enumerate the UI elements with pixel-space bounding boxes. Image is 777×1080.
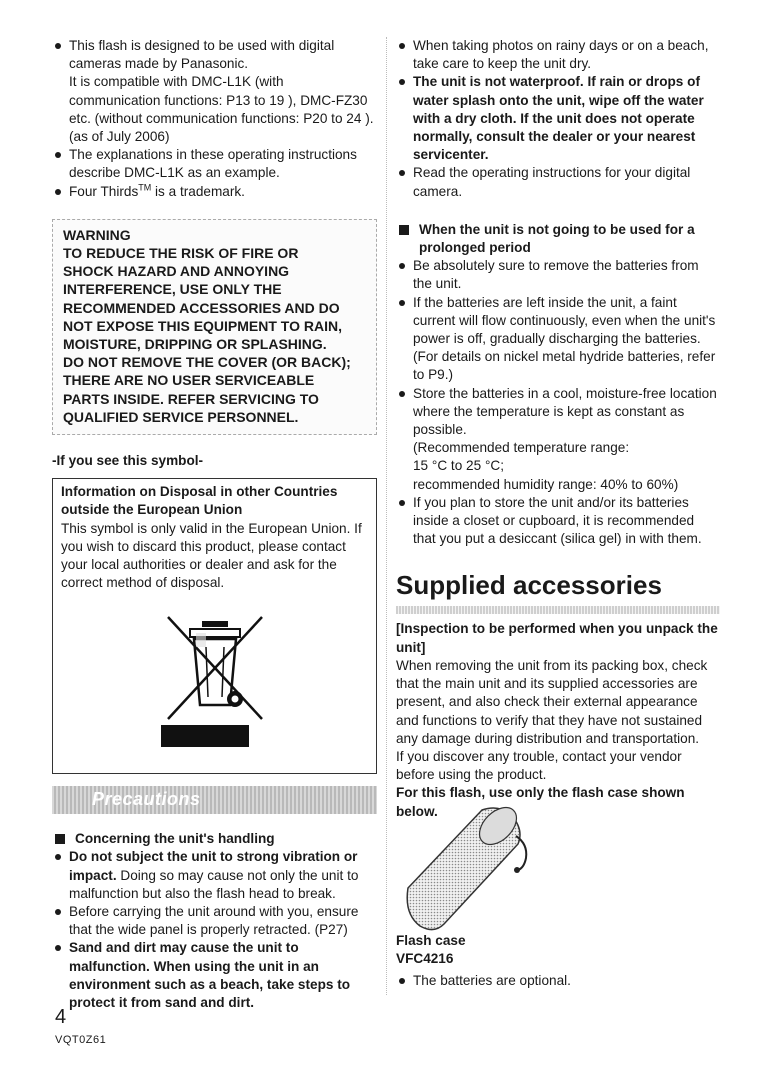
square-bullet-icon (55, 834, 65, 844)
batteries-note: The batteries are optional. (396, 972, 720, 990)
trademark-pre: Four Thirds (69, 183, 139, 199)
intro-item-example (52, 146, 377, 182)
rain-item-normal: Read the operating instructions for your digital camera. (413, 165, 691, 199)
disposal-body: This symbol is only valid in the European Union. If you wish to discard this product, please contact your local authorities or dealer and ask for the correct method of disposal. (61, 520, 362, 591)
disposal-title: Information on Disposal in other Countries outside the European Union (61, 484, 338, 518)
prolonged-heading-text: When the unit is not going to be used for a prolonged period (419, 221, 695, 256)
document-code: VQT0Z61 (55, 1034, 107, 1046)
intro-list (52, 37, 377, 201)
precautions-title: Precautions (92, 789, 201, 810)
warning-line: QUALIFIED SERVICE PERSONNEL. (63, 408, 299, 425)
right-column (396, 37, 720, 821)
rain-item (396, 73, 720, 164)
crossed-bin-icon (53, 613, 376, 728)
handling-item-normal: Doing so may cause not only the unit to malfunction but also the flash head to break. (69, 867, 359, 901)
rain-item (396, 164, 720, 200)
warning-line: NOT EXPOSE THIS EQUIPMENT TO RAIN, (63, 317, 342, 334)
warning-line: RECOMMENDED ACCESSORIES AND DO (63, 299, 340, 316)
prolonged-item-extra: (Recommended temperature range: (413, 440, 630, 456)
flash-case-caption (396, 932, 466, 968)
handling-list (52, 848, 377, 1012)
warning-line: TO REDUCE THE RISK OF FIRE OR (63, 245, 299, 262)
handling-item-bold: Do not subject the unit to strong vibration or impact. (69, 849, 358, 883)
intro-item-text: The explanations in these operating instructions describe DMC-L1K as an example. (69, 147, 357, 181)
flash-case-model: VFC4216 (396, 951, 454, 967)
intro-item-text: This flash is designed to be used with digital cameras made by Panasonic. (69, 38, 335, 72)
handling-heading (52, 830, 377, 848)
warning-line: INTERFERENCE, USE ONLY THE (63, 281, 282, 298)
rain-item-bold: The unit is not waterproof. If rain or drops of water splash onto the unit, wipe off the water with a dry cloth. If the unit does not operate normally, consult the dealer or your nearest servicenter. (413, 74, 704, 163)
warning-box (52, 219, 377, 435)
rain-item (396, 37, 720, 73)
rain-list (396, 37, 720, 201)
prolonged-item-text: If the batteries are left inside the unit, a faint current will flow continuously, even when the unit's power is off, gradually discharging the batteries. (For details on nickel metal hydride batteries, refer to P9.) (413, 294, 716, 383)
page-number: 4 (55, 1006, 67, 1028)
prolonged-item (396, 294, 720, 385)
prolonged-item (396, 385, 720, 494)
warning-title: WARNING (63, 226, 131, 243)
warning-line: SHOCK HAZARD AND ANNOYING (63, 263, 290, 280)
square-bullet-icon (399, 225, 409, 235)
warning-line: THERE ARE NO USER SERVICEABLE (63, 372, 315, 389)
warning-line: DO NOT REMOVE THE COVER (OR BACK); (63, 354, 351, 371)
warning-line: MOISTURE, DRIPPING OR SPLASHING. (63, 336, 327, 353)
symbol-heading: -If you see this symbol- (52, 453, 204, 469)
prolonged-item (396, 257, 720, 293)
flash-case-icon (400, 800, 540, 940)
rain-item-normal: When taking photos on rainy days or on a beach, take care to keep the unit dry. (413, 38, 709, 72)
handling-item (52, 939, 377, 1012)
batteries-note-list (396, 972, 720, 990)
inspection-heading: [Inspection to be performed when you unpack the unit] (396, 621, 718, 655)
column-divider (386, 37, 387, 995)
prolonged-heading (396, 221, 720, 257)
inspection-body: When removing the unit from its packing box, check that the main unit and its supplied accessories are present, and also check their external appearance and functions to verify that they have not sustained any damage during distribution and transportation. (396, 657, 708, 746)
precautions-banner (52, 786, 377, 814)
prolonged-item-extra: 15 °C to 25 °C; (413, 458, 504, 474)
trademark-post: is a trademark. (151, 183, 245, 199)
handling-heading-text: Concerning the unit's handling (75, 831, 275, 847)
supplied-title: Supplied accessories (396, 570, 662, 601)
flash-case-note: For this flash, use only the flash case shown below. (396, 785, 685, 819)
flash-case-name: Flash case (396, 933, 466, 948)
trademark-item (52, 183, 377, 201)
prolonged-item-text: Store the batteries in a cool, moisture-free location where the temperature is kept as constant as possible. (413, 385, 717, 438)
handling-item (52, 903, 377, 939)
title-rule (396, 606, 720, 614)
handling-item-bold: Sand and dirt may cause the unit to malfunction. When using the unit in an environment such as a beach, take steps to protect it from sand and dirt. (69, 940, 351, 1011)
prolonged-item-text: Be absolutely sure to remove the batteries from the unit. (413, 258, 699, 292)
intro-item-extra: It is compatible with DMC-L1K (with communication functions: P13 to 19 ), DMC-FZ30 etc. (without communication functions: P20 to 24 ). (as of July 2006) (69, 74, 374, 145)
handling-item (52, 848, 377, 903)
disposal-box (52, 478, 377, 774)
prolonged-item-text: If you plan to store the unit and/or its batteries inside a closet or cupboard, it is recommended that you put a desiccant (silica gel) in with them. (413, 494, 702, 547)
prolonged-list (396, 257, 720, 548)
trademark-sup: TM (138, 182, 152, 193)
prolonged-item (396, 494, 720, 549)
inspection-body-2: If you discover any trouble, contact your vendor before using the product. (396, 748, 682, 783)
intro-item-compat (52, 37, 377, 146)
disposal-bar (161, 725, 249, 747)
warning-line: PARTS INSIDE. REFER SERVICING TO (63, 390, 319, 407)
left-column (52, 37, 377, 1012)
handling-item-normal: Before carrying the unit around with you, ensure that the wide panel is properly retracted. (P27) (69, 904, 359, 938)
prolonged-item-extra: recommended humidity range: 40% to 60%) (413, 476, 679, 492)
